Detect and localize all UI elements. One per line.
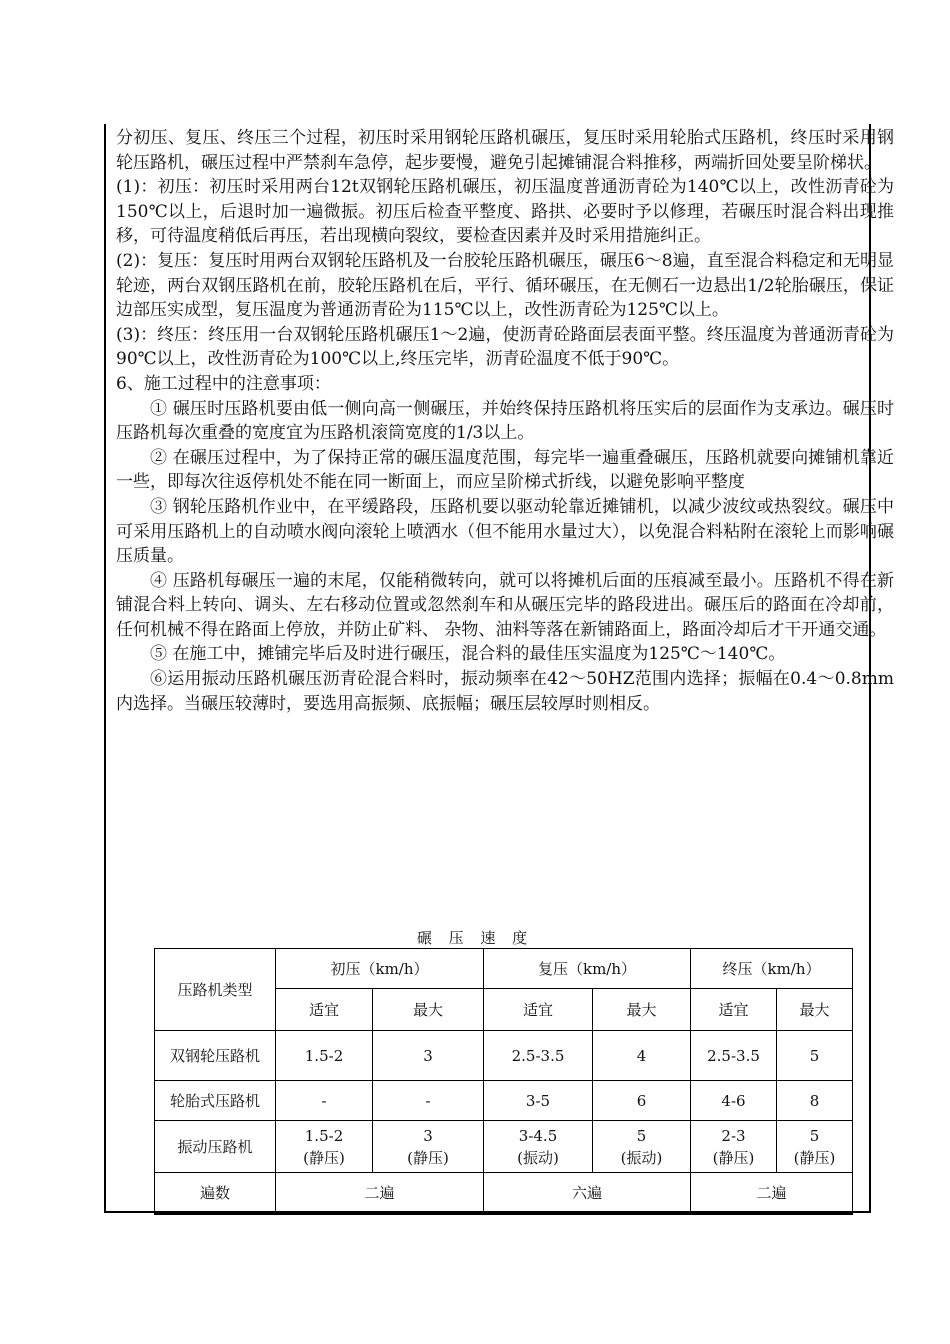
header-initial: 初压（km/h） (276, 949, 484, 989)
paragraph: 6、施工过程中的注意事项： (116, 373, 331, 394)
table-cell: 4 (593, 1031, 691, 1081)
cell-value: 5 (636, 1126, 647, 1145)
paragraph: ⑤ 在施工中，摊铺完毕后及时进行碾压，混合料的最佳压实温度为125℃～140℃。 (150, 644, 786, 665)
cell-value: 3-4.5 (518, 1126, 558, 1145)
table-row (155, 1031, 853, 1081)
table-cell: 二遍 (691, 1173, 853, 1214)
table-cell: 3-5 (484, 1081, 593, 1121)
table-caption: 碾 压 速 度 (416, 929, 534, 947)
table-cell: - (373, 1081, 484, 1121)
table-cell: 1.5-2 (276, 1031, 373, 1081)
rolling-speed-table (154, 948, 853, 1215)
table-cell: - (276, 1081, 373, 1121)
table-cell: 5 (777, 1031, 853, 1081)
table-row (155, 1173, 853, 1214)
cell-note: (静压) (407, 1148, 449, 1167)
row-label: 双钢轮压路机 (155, 1031, 276, 1081)
header-roller-type: 压路机类型 (155, 949, 276, 1031)
table-cell: 六遍 (484, 1173, 691, 1214)
table-cell: 3 (373, 1031, 484, 1081)
cell-note: (振动) (620, 1148, 663, 1167)
paragraph: (3)：终压：终压用一台双钢轮压路机碾压1～2遍，使沥青砼路面层表面平整。终压温度为普通沥青砼为90℃以上，改性沥青砼为100℃以上,终压完毕，沥青砼温度不低于90℃。 (116, 324, 894, 370)
paragraph: (1)：初压：初压时采用两台12t双钢轮压路机碾压，初压温度普通沥青砼为140℃以上，改性沥青砼为150℃以上，后退时加一遍微振。初压后检查平整度、路拱、必要时予以修理，若碾压时混合料出现推移，可待温度稍低后再压，若出现横向裂纹，要检查因素并及时采用措施纠正。 (116, 177, 894, 247)
cell-note: (静压) (793, 1148, 836, 1167)
table-cell (691, 1121, 777, 1173)
subheader-cell: 适宜 (484, 989, 593, 1031)
cell-value: 2-3 (721, 1126, 746, 1145)
cell-value: 5 (809, 1126, 820, 1145)
paragraph: 分初压、复压、终压三个过程，初压时采用钢轮压路机碾压，复压时采用轮胎式压路机，终压时采用钢轮压路机，碾压过程中严禁刹车急停，起步要慢，避免引起摊铺混合料推移，两端折回处要呈阶梯状。 (116, 128, 894, 173)
row-label: 振动压路机 (155, 1121, 276, 1173)
table-cell: 4-6 (691, 1081, 777, 1121)
paragraph: ④ 压路机每碾压一遍的末尾，仅能稍微转向，就可以将摊机后面的压痕减至最小。压路机不得在新铺混合料上转向、调头、左右移动位置或忽然刹车和从碾压完毕的路段进出。碾压后的路面在冷却前，任何机械不得在路面上停放，并防止矿料、 杂物、油料等落在新铺路面上，路面冷却后才干开通交通。 (116, 570, 894, 640)
cell-note: (静压) (712, 1148, 755, 1167)
table-cell: 二遍 (276, 1173, 484, 1214)
subheader-cell: 适宜 (276, 989, 373, 1031)
table-cell: 2.5-3.5 (484, 1031, 593, 1081)
header-final: 终压（km/h） (691, 949, 853, 989)
header-intermediate: 复压（km/h） (484, 949, 691, 989)
cell-value: 1.5-2 (304, 1126, 344, 1145)
paragraph: ② 在碾压过程中，为了保持正常的碾压温度范围，每完毕一遍重叠碾压，压路机就要向摊铺机靠近一些，即每次往返停机处不能在同一断面上，而应呈阶梯式折线，以避免影响平整度 (116, 447, 894, 493)
cell-note: (静压) (303, 1148, 345, 1167)
subheader-cell: 最大 (777, 989, 853, 1031)
paragraph: ① 碾压时压路机要由低一侧向高一侧碾压，并始终保持压路机将压实后的层面作为支承边。碾压时压路机每次重叠的宽度宜为压路机滚筒宽度的1/3以上。 (116, 398, 894, 444)
table-row (155, 1081, 853, 1121)
row-label: 遍数 (155, 1173, 276, 1214)
paragraph: (2)：复压：复压时用两台双钢轮压路机及一台胶轮压路机碾压，碾压6～8遍，直至混合料稳定和无明显轮迹，两台双钢压路机在前，胶轮压路机在后，平行、循环碾压，在无侧石一边悬出1/2轮胎碾压，保证边部压实成型，复压温度为普通沥青砼为115℃以上，改性沥青砼为125℃以上。 (116, 250, 894, 321)
table-cell: 6 (593, 1081, 691, 1121)
cell-note: (振动) (517, 1148, 559, 1167)
subheader-cell: 最大 (593, 989, 691, 1031)
table-cell: 8 (777, 1081, 853, 1121)
table-cell: 2.5-3.5 (691, 1031, 777, 1081)
table-cell (276, 1121, 373, 1173)
row-label: 轮胎式压路机 (155, 1081, 276, 1121)
body-text (116, 126, 894, 716)
table-row (155, 1121, 853, 1173)
subheader-cell: 适宜 (691, 989, 777, 1031)
table-cell (593, 1121, 691, 1173)
cell-value: 3 (423, 1126, 433, 1145)
paragraph: ③ 钢轮压路机作业中，在平缓路段，压路机要以驱动轮靠近摊铺机，以减少波纹或热裂纹。碾压中可采用压路机上的自动喷水阀向滚轮上喷洒水（但不能用水量过大），以免混合料粘附在滚轮上而影响碾压质量。 (116, 496, 894, 567)
subheader-cell: 最大 (373, 989, 484, 1031)
table-cell (777, 1121, 853, 1173)
table-cell (484, 1121, 593, 1173)
paragraph: ⑥运用振动压路机碾压沥青砼混合料时，振动频率在42～50HZ范围内选择；振幅在0.4～0.8mm内选择。当碾压较薄时，要选用高振频、底振幅；碾压层较厚时则相反。 (116, 669, 894, 714)
table-cell (373, 1121, 484, 1173)
